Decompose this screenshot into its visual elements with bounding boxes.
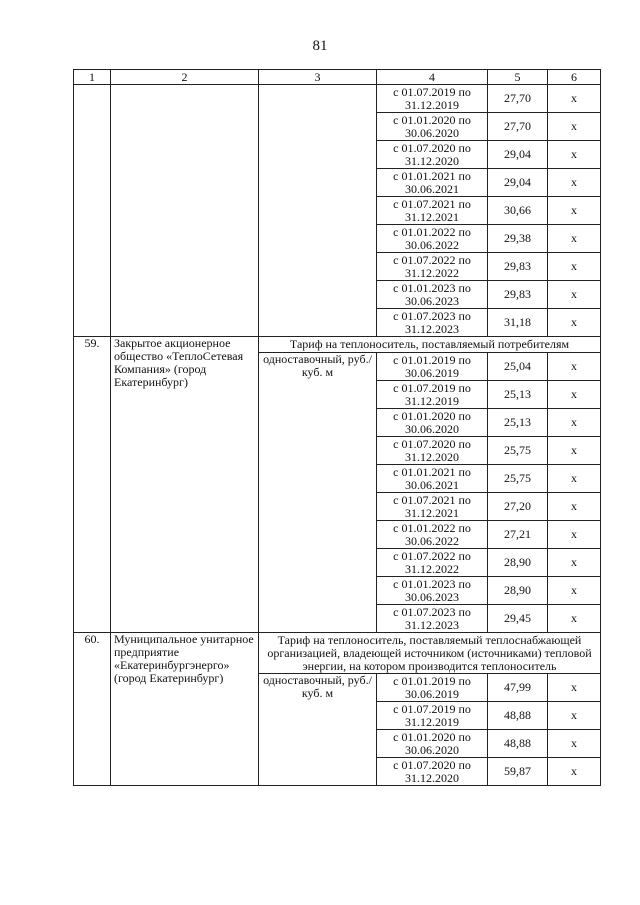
tariff-value-cell: 29,04 [488, 169, 548, 197]
mark-cell: x [548, 493, 601, 521]
tariff-table [73, 69, 601, 786]
mark-cell: x [548, 577, 601, 605]
mark-cell: x [548, 730, 601, 758]
period-cell: с 01.07.2019 по 31.12.2019 [377, 381, 488, 409]
tariff-value-cell: 25,75 [488, 437, 548, 465]
tariff-value-cell: 29,04 [488, 141, 548, 169]
table-row [74, 85, 601, 113]
period-cell: с 01.01.2021 по 30.06.2021 [377, 465, 488, 493]
unit-cell [259, 85, 377, 337]
mark-cell: x [548, 758, 601, 786]
tariff-value-cell: 48,88 [488, 730, 548, 758]
column-number: 6 [548, 70, 601, 85]
period-cell: с 01.07.2021 по 31.12.2021 [377, 197, 488, 225]
tariff-value-cell: 25,75 [488, 465, 548, 493]
period-cell: с 01.07.2020 по 31.12.2020 [377, 437, 488, 465]
tariff-value-cell: 29,83 [488, 253, 548, 281]
tariff-value-cell: 25,04 [488, 353, 548, 381]
column-number: 3 [259, 70, 377, 85]
period-cell: с 01.07.2022 по 31.12.2022 [377, 253, 488, 281]
tariff-value-cell: 29,83 [488, 281, 548, 309]
period-cell: с 01.07.2021 по 31.12.2021 [377, 493, 488, 521]
column-number: 5 [488, 70, 548, 85]
tariff-value-cell: 59,87 [488, 758, 548, 786]
period-cell: с 01.07.2020 по 31.12.2020 [377, 758, 488, 786]
column-number: 1 [74, 70, 111, 85]
period-cell: с 01.01.2020 по 30.06.2020 [377, 730, 488, 758]
mark-cell: x [548, 141, 601, 169]
period-cell: с 01.07.2022 по 31.12.2022 [377, 549, 488, 577]
mark-cell: x [548, 549, 601, 577]
period-cell: с 01.01.2023 по 30.06.2023 [377, 281, 488, 309]
tariff-unit: одноставочный, руб./куб. м [259, 674, 377, 786]
tariff-value-cell: 28,90 [488, 577, 548, 605]
organization-cell [111, 85, 259, 337]
period-cell: с 01.07.2019 по 31.12.2019 [377, 85, 488, 113]
column-number: 4 [377, 70, 488, 85]
tariff-value-cell: 27,70 [488, 85, 548, 113]
period-cell: с 01.01.2019 по 30.06.2019 [377, 353, 488, 381]
period-cell: с 01.01.2023 по 30.06.2023 [377, 577, 488, 605]
tariff-value-cell: 27,70 [488, 113, 548, 141]
tariff-value-cell: 48,88 [488, 702, 548, 730]
column-number-row [74, 70, 601, 85]
mark-cell: x [548, 353, 601, 381]
mark-cell: x [548, 605, 601, 633]
page-number: 81 [312, 38, 328, 54]
entry-number: 59. [74, 337, 111, 633]
tariff-value-cell: 47,99 [488, 674, 548, 702]
period-cell: с 01.01.2020 по 30.06.2020 [377, 113, 488, 141]
tariff-value-cell: 25,13 [488, 381, 548, 409]
period-cell: с 01.07.2020 по 31.12.2020 [377, 141, 488, 169]
table-row [74, 337, 601, 353]
tariff-value-cell: 29,45 [488, 605, 548, 633]
mark-cell: x [548, 197, 601, 225]
mark-cell: x [548, 281, 601, 309]
period-cell: с 01.01.2020 по 30.06.2020 [377, 409, 488, 437]
mark-cell: x [548, 674, 601, 702]
mark-cell: x [548, 381, 601, 409]
mark-cell: x [548, 409, 601, 437]
period-cell: с 01.07.2023 по 31.12.2023 [377, 605, 488, 633]
tariff-table-body [74, 70, 601, 786]
mark-cell: x [548, 85, 601, 113]
mark-cell: x [548, 465, 601, 493]
tariff-value-cell: 30,66 [488, 197, 548, 225]
mark-cell: x [548, 521, 601, 549]
mark-cell: x [548, 225, 601, 253]
tariff-value-cell: 27,20 [488, 493, 548, 521]
table-row [74, 633, 601, 674]
mark-cell: x [548, 253, 601, 281]
entry-number: 60. [74, 633, 111, 786]
period-cell: с 01.01.2019 по 30.06.2019 [377, 674, 488, 702]
column-number: 2 [111, 70, 259, 85]
tariff-unit: одноставочный, руб./куб. м [259, 353, 377, 633]
period-cell: с 01.07.2023 по 31.12.2023 [377, 309, 488, 337]
mark-cell: x [548, 113, 601, 141]
tariff-value-cell: 27,21 [488, 521, 548, 549]
period-cell: с 01.01.2022 по 30.06.2022 [377, 521, 488, 549]
mark-cell: x [548, 437, 601, 465]
tariff-title: Тариф на теплоноситель, поставляемый теплоснабжающей организацией, владеющей источником (источниками) тепловой энергии, на котором производится теплоноситель [259, 633, 601, 674]
tariff-value-cell: 29,38 [488, 225, 548, 253]
organization-name: Закрытое акционерное общество «ТеплоСетевая Компания» (город Екатеринбург) [111, 337, 259, 633]
entry-number-cell [74, 85, 111, 337]
tariff-value-cell: 25,13 [488, 409, 548, 437]
mark-cell: x [548, 702, 601, 730]
organization-name: Муниципальное унитарное предприятие «Екатеринбургэнерго» (город Екатеринбург) [111, 633, 259, 786]
tariff-value-cell: 31,18 [488, 309, 548, 337]
tariff-value-cell: 28,90 [488, 549, 548, 577]
period-cell: с 01.01.2021 по 30.06.2021 [377, 169, 488, 197]
tariff-title: Тариф на теплоноситель, поставляемый потребителям [259, 337, 601, 353]
mark-cell: x [548, 309, 601, 337]
period-cell: с 01.07.2019 по 31.12.2019 [377, 702, 488, 730]
mark-cell: x [548, 169, 601, 197]
period-cell: с 01.01.2022 по 30.06.2022 [377, 225, 488, 253]
